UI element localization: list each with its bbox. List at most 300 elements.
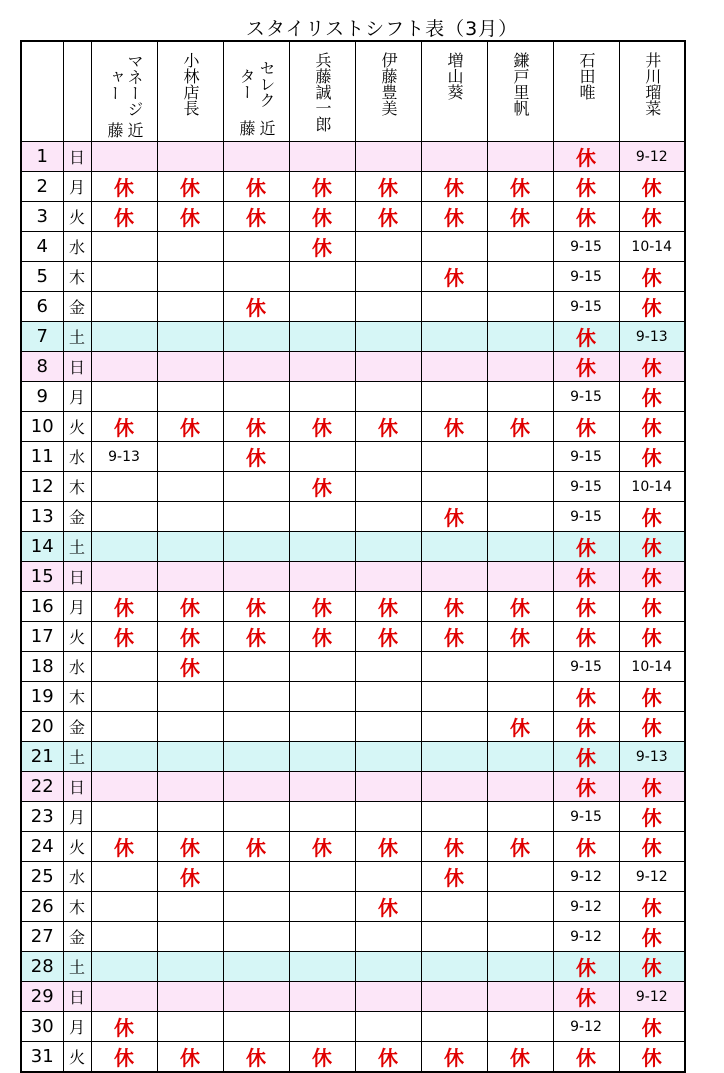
shift-cell: 9-15 xyxy=(553,232,619,262)
shift-cell xyxy=(91,862,157,892)
shift-cell: 休 xyxy=(619,892,685,922)
shift-cell: 休 xyxy=(619,202,685,232)
shift-cell xyxy=(421,322,487,352)
weekday: 日 xyxy=(63,562,91,592)
day-row xyxy=(21,142,685,172)
shift-cell: 9-15 xyxy=(553,652,619,682)
weekday: 月 xyxy=(63,802,91,832)
shift-cell: 休 xyxy=(355,832,421,862)
day-number: 29 xyxy=(21,982,63,1012)
shift-cell: 休 xyxy=(223,202,289,232)
shift-cell: 休 xyxy=(553,982,619,1012)
shift-cell xyxy=(355,1012,421,1042)
shift-cell: 休 xyxy=(553,742,619,772)
header-row xyxy=(21,41,685,142)
shift-cell xyxy=(355,982,421,1012)
shift-cell xyxy=(355,862,421,892)
shift-cell: 休 xyxy=(223,622,289,652)
shift-cell xyxy=(355,292,421,322)
day-row xyxy=(21,952,685,982)
shift-cell xyxy=(91,892,157,922)
shift-cell xyxy=(421,772,487,802)
day-row xyxy=(21,592,685,622)
shift-cell: 休 xyxy=(421,622,487,652)
shift-cell: 9-12 xyxy=(553,892,619,922)
day-number: 15 xyxy=(21,562,63,592)
shift-cell: 休 xyxy=(421,202,487,232)
shift-cell xyxy=(223,262,289,292)
day-number: 22 xyxy=(21,772,63,802)
shift-cell xyxy=(157,952,223,982)
shift-cell: 9-15 xyxy=(553,802,619,832)
shift-cell xyxy=(487,742,553,772)
shift-cell: 休 xyxy=(91,202,157,232)
weekday: 土 xyxy=(63,742,91,772)
shift-cell xyxy=(487,352,553,382)
shift-cell xyxy=(421,712,487,742)
shift-cell: 休 xyxy=(553,532,619,562)
shift-cell xyxy=(487,262,553,292)
shift-cell xyxy=(157,322,223,352)
shift-cell: 休 xyxy=(619,832,685,862)
shift-cell xyxy=(487,322,553,352)
shift-cell xyxy=(421,922,487,952)
staff-name-line: セレクター xyxy=(237,59,276,108)
shift-cell xyxy=(223,232,289,262)
shift-cell: 9-13 xyxy=(619,742,685,772)
shift-cell xyxy=(91,802,157,832)
shift-cell xyxy=(421,292,487,322)
shift-cell: 休 xyxy=(553,412,619,442)
weekday: 水 xyxy=(63,442,91,472)
shift-cell xyxy=(355,532,421,562)
shift-cell: 9-12 xyxy=(619,862,685,892)
weekday: 土 xyxy=(63,532,91,562)
shift-cell xyxy=(223,772,289,802)
shift-cell: 休 xyxy=(487,592,553,622)
day-row xyxy=(21,202,685,232)
weekday: 水 xyxy=(63,652,91,682)
day-number: 24 xyxy=(21,832,63,862)
shift-cell: 休 xyxy=(619,952,685,982)
shift-cell xyxy=(355,442,421,472)
shift-table xyxy=(20,40,686,1073)
shift-cell xyxy=(157,352,223,382)
shift-cell xyxy=(289,892,355,922)
shift-cell: 休 xyxy=(421,1042,487,1073)
weekday: 火 xyxy=(63,622,91,652)
shift-cell xyxy=(421,742,487,772)
staff-header xyxy=(487,41,553,142)
shift-cell xyxy=(223,652,289,682)
shift-cell: 休 xyxy=(553,682,619,712)
weekday: 金 xyxy=(63,922,91,952)
weekday: 月 xyxy=(63,172,91,202)
shift-cell: 休 xyxy=(619,502,685,532)
shift-cell xyxy=(91,562,157,592)
shift-cell: 休 xyxy=(223,1042,289,1073)
weekday: 金 xyxy=(63,502,91,532)
day-number: 31 xyxy=(21,1042,63,1073)
shift-cell: 休 xyxy=(157,652,223,682)
shift-cell: 休 xyxy=(619,922,685,952)
shift-cell xyxy=(91,472,157,502)
staff-header xyxy=(421,41,487,142)
shift-cell: 10-14 xyxy=(619,472,685,502)
day-row xyxy=(21,682,685,712)
shift-cell: 休 xyxy=(157,832,223,862)
day-row xyxy=(21,352,685,382)
page-title: スタイリストシフト表（3月） xyxy=(245,18,519,40)
shift-cell xyxy=(421,532,487,562)
shift-cell: 9-12 xyxy=(553,1012,619,1042)
shift-cell: 休 xyxy=(619,352,685,382)
weekday: 月 xyxy=(63,592,91,622)
shift-cell xyxy=(289,652,355,682)
weekday: 木 xyxy=(63,682,91,712)
shift-cell: 休 xyxy=(553,202,619,232)
weekday: 金 xyxy=(63,712,91,742)
shift-cell: 休 xyxy=(157,1042,223,1073)
shift-cell xyxy=(157,712,223,742)
shift-cell xyxy=(421,952,487,982)
day-row xyxy=(21,622,685,652)
shift-cell xyxy=(355,502,421,532)
day-number: 26 xyxy=(21,892,63,922)
shift-cell xyxy=(223,142,289,172)
day-row xyxy=(21,712,685,742)
shift-cell: 9-13 xyxy=(91,442,157,472)
day-number: 17 xyxy=(21,622,63,652)
weekday: 木 xyxy=(63,892,91,922)
staff-name xyxy=(576,42,596,100)
shift-cell xyxy=(487,682,553,712)
shift-cell xyxy=(223,532,289,562)
shift-cell: 休 xyxy=(487,412,553,442)
shift-cell xyxy=(487,502,553,532)
weekday: 木 xyxy=(63,262,91,292)
staff-header xyxy=(289,41,355,142)
shift-cell: 休 xyxy=(355,622,421,652)
shift-cell: 休 xyxy=(553,142,619,172)
day-row xyxy=(21,412,685,442)
staff-header xyxy=(91,41,157,142)
shift-cell: 休 xyxy=(619,802,685,832)
staff-header xyxy=(355,41,421,142)
day-number: 16 xyxy=(21,592,63,622)
shift-cell xyxy=(223,982,289,1012)
shift-cell xyxy=(289,382,355,412)
shift-cell xyxy=(157,232,223,262)
shift-cell xyxy=(223,712,289,742)
shift-cell xyxy=(289,1012,355,1042)
shift-cell xyxy=(157,292,223,322)
shift-cell: 休 xyxy=(289,832,355,862)
weekday: 水 xyxy=(63,232,91,262)
day-number: 5 xyxy=(21,262,63,292)
shift-cell xyxy=(487,232,553,262)
shift-cell xyxy=(91,382,157,412)
shift-cell xyxy=(223,502,289,532)
shift-cell xyxy=(91,772,157,802)
shift-cell: 休 xyxy=(619,172,685,202)
shift-cell xyxy=(223,1012,289,1042)
staff-name-line: 石田唯 xyxy=(577,52,596,100)
shift-cell xyxy=(487,1012,553,1042)
staff-name xyxy=(642,42,662,116)
staff-name xyxy=(444,42,464,100)
shift-cell: 休 xyxy=(223,442,289,472)
shift-cell xyxy=(91,982,157,1012)
shift-cell xyxy=(157,922,223,952)
shift-cell xyxy=(487,472,553,502)
staff-name-line: 兵藤誠一郎 xyxy=(313,52,332,132)
shift-cell xyxy=(421,892,487,922)
shift-cell xyxy=(487,772,553,802)
shift-cell xyxy=(355,682,421,712)
shift-cell: 休 xyxy=(157,412,223,442)
day-row xyxy=(21,862,685,892)
shift-cell: 休 xyxy=(355,172,421,202)
shift-cell xyxy=(487,892,553,922)
shift-cell: 休 xyxy=(355,1042,421,1073)
day-number: 4 xyxy=(21,232,63,262)
day-number: 3 xyxy=(21,202,63,232)
shift-cell: 休 xyxy=(289,1042,355,1073)
staff-name-line: 伊藤豊美 xyxy=(379,52,398,116)
day-number: 12 xyxy=(21,472,63,502)
shift-cell xyxy=(355,742,421,772)
day-number: 30 xyxy=(21,1012,63,1042)
staff-header xyxy=(553,41,619,142)
shift-cell xyxy=(421,442,487,472)
shift-cell: 10-14 xyxy=(619,652,685,682)
staff-name-line: 近藤 xyxy=(237,120,276,137)
shift-cell: 休 xyxy=(289,622,355,652)
shift-cell xyxy=(355,142,421,172)
shift-cell xyxy=(223,922,289,952)
day-number: 6 xyxy=(21,292,63,322)
shift-cell xyxy=(421,352,487,382)
shift-cell: 休 xyxy=(619,532,685,562)
shift-cell: 休 xyxy=(487,202,553,232)
shift-cell xyxy=(421,802,487,832)
day-number: 28 xyxy=(21,952,63,982)
weekday: 月 xyxy=(63,382,91,412)
shift-cell: 休 xyxy=(553,352,619,382)
shift-cell: 休 xyxy=(619,682,685,712)
shift-cell xyxy=(487,952,553,982)
shift-cell: 休 xyxy=(619,1042,685,1073)
shift-cell xyxy=(157,772,223,802)
shift-cell xyxy=(355,262,421,292)
staff-header xyxy=(619,41,685,142)
day-row xyxy=(21,532,685,562)
shift-cell xyxy=(91,262,157,292)
shift-cell xyxy=(355,352,421,382)
shift-cell: 休 xyxy=(223,292,289,322)
day-row xyxy=(21,232,685,262)
shift-cell: 休 xyxy=(619,382,685,412)
weekday: 金 xyxy=(63,292,91,322)
shift-cell xyxy=(223,472,289,502)
shift-cell xyxy=(355,472,421,502)
shift-cell: 休 xyxy=(619,262,685,292)
weekday: 水 xyxy=(63,862,91,892)
shift-cell xyxy=(91,712,157,742)
shift-cell xyxy=(355,922,421,952)
shift-cell xyxy=(355,952,421,982)
shift-cell xyxy=(91,682,157,712)
day-number: 9 xyxy=(21,382,63,412)
shift-cell xyxy=(223,562,289,592)
weekday: 日 xyxy=(63,982,91,1012)
header-blank xyxy=(21,41,63,142)
day-row xyxy=(21,442,685,472)
day-number: 14 xyxy=(21,532,63,562)
shift-cell: 休 xyxy=(487,622,553,652)
shift-cell xyxy=(157,1012,223,1042)
staff-name-line: マネージャー xyxy=(105,53,144,118)
staff-name xyxy=(236,42,276,141)
shift-cell: 休 xyxy=(289,412,355,442)
weekday: 火 xyxy=(63,1042,91,1073)
shift-cell xyxy=(223,802,289,832)
shift-cell xyxy=(421,232,487,262)
staff-name-line: 小林店長 xyxy=(181,52,200,116)
weekday: 火 xyxy=(63,202,91,232)
shift-cell: 休 xyxy=(91,592,157,622)
shift-cell xyxy=(487,142,553,172)
shift-cell: 休 xyxy=(289,232,355,262)
weekday: 土 xyxy=(63,952,91,982)
shift-cell: 休 xyxy=(421,262,487,292)
shift-cell xyxy=(289,142,355,172)
day-row xyxy=(21,802,685,832)
day-row xyxy=(21,982,685,1012)
shift-cell: 9-15 xyxy=(553,262,619,292)
day-number: 10 xyxy=(21,412,63,442)
shift-cell xyxy=(487,532,553,562)
shift-cell: 休 xyxy=(619,442,685,472)
weekday: 木 xyxy=(63,472,91,502)
shift-cell xyxy=(355,232,421,262)
day-row xyxy=(21,472,685,502)
shift-cell xyxy=(487,862,553,892)
shift-cell: 休 xyxy=(553,592,619,622)
shift-cell: 休 xyxy=(157,202,223,232)
shift-cell: 休 xyxy=(553,832,619,862)
shift-cell xyxy=(487,652,553,682)
staff-name-line: 鎌戸里帆 xyxy=(511,52,530,116)
shift-cell: 9-15 xyxy=(553,382,619,412)
shift-cell xyxy=(223,322,289,352)
shift-cell: 休 xyxy=(553,562,619,592)
shift-cell xyxy=(289,262,355,292)
shift-cell xyxy=(157,502,223,532)
day-number: 13 xyxy=(21,502,63,532)
shift-cell xyxy=(91,742,157,772)
shift-cell xyxy=(289,502,355,532)
day-row xyxy=(21,262,685,292)
shift-cell xyxy=(421,562,487,592)
shift-cell: 休 xyxy=(421,172,487,202)
shift-cell: 休 xyxy=(619,562,685,592)
day-row xyxy=(21,742,685,772)
shift-cell xyxy=(355,712,421,742)
staff-name xyxy=(312,42,332,132)
shift-cell xyxy=(91,292,157,322)
shift-cell: 休 xyxy=(553,952,619,982)
shift-cell xyxy=(289,862,355,892)
staff-name-line: 増山葵 xyxy=(445,52,464,100)
day-row xyxy=(21,1042,685,1073)
day-number: 19 xyxy=(21,682,63,712)
shift-cell xyxy=(289,982,355,1012)
day-row xyxy=(21,172,685,202)
shift-cell: 休 xyxy=(157,172,223,202)
shift-cell: 休 xyxy=(421,592,487,622)
shift-cell xyxy=(421,982,487,1012)
shift-cell: 9-15 xyxy=(553,442,619,472)
shift-cell xyxy=(91,322,157,352)
shift-cell: 休 xyxy=(619,712,685,742)
shift-cell xyxy=(91,142,157,172)
shift-cell xyxy=(289,532,355,562)
shift-cell: 休 xyxy=(91,172,157,202)
shift-cell: 9-15 xyxy=(553,502,619,532)
shift-cell xyxy=(157,892,223,922)
shift-cell: 休 xyxy=(421,862,487,892)
weekday: 日 xyxy=(63,352,91,382)
shift-cell: 休 xyxy=(619,1012,685,1042)
weekday: 土 xyxy=(63,322,91,352)
shift-cell: 9-12 xyxy=(619,142,685,172)
shift-cell xyxy=(157,472,223,502)
shift-cell: 休 xyxy=(487,832,553,862)
shift-cell xyxy=(91,532,157,562)
shift-cell xyxy=(157,562,223,592)
shift-cell: 休 xyxy=(553,1042,619,1073)
shift-cell: 休 xyxy=(157,622,223,652)
day-row xyxy=(21,322,685,352)
shift-cell xyxy=(157,532,223,562)
shift-cell xyxy=(157,382,223,412)
staff-name xyxy=(180,42,200,116)
day-number: 23 xyxy=(21,802,63,832)
weekday: 火 xyxy=(63,832,91,862)
shift-cell xyxy=(223,862,289,892)
shift-cell: 休 xyxy=(553,322,619,352)
shift-cell xyxy=(91,952,157,982)
shift-cell: 9-13 xyxy=(619,322,685,352)
shift-cell xyxy=(355,562,421,592)
shift-cell: 休 xyxy=(619,292,685,322)
shift-cell xyxy=(289,442,355,472)
shift-cell xyxy=(289,742,355,772)
shift-cell xyxy=(91,352,157,382)
shift-cell xyxy=(157,442,223,472)
shift-cell xyxy=(355,322,421,352)
shift-cell xyxy=(421,142,487,172)
day-number: 8 xyxy=(21,352,63,382)
shift-cell xyxy=(157,982,223,1012)
shift-cell xyxy=(355,382,421,412)
staff-name xyxy=(510,42,530,116)
shift-cell: 休 xyxy=(223,832,289,862)
shift-cell xyxy=(223,892,289,922)
shift-cell xyxy=(157,802,223,832)
